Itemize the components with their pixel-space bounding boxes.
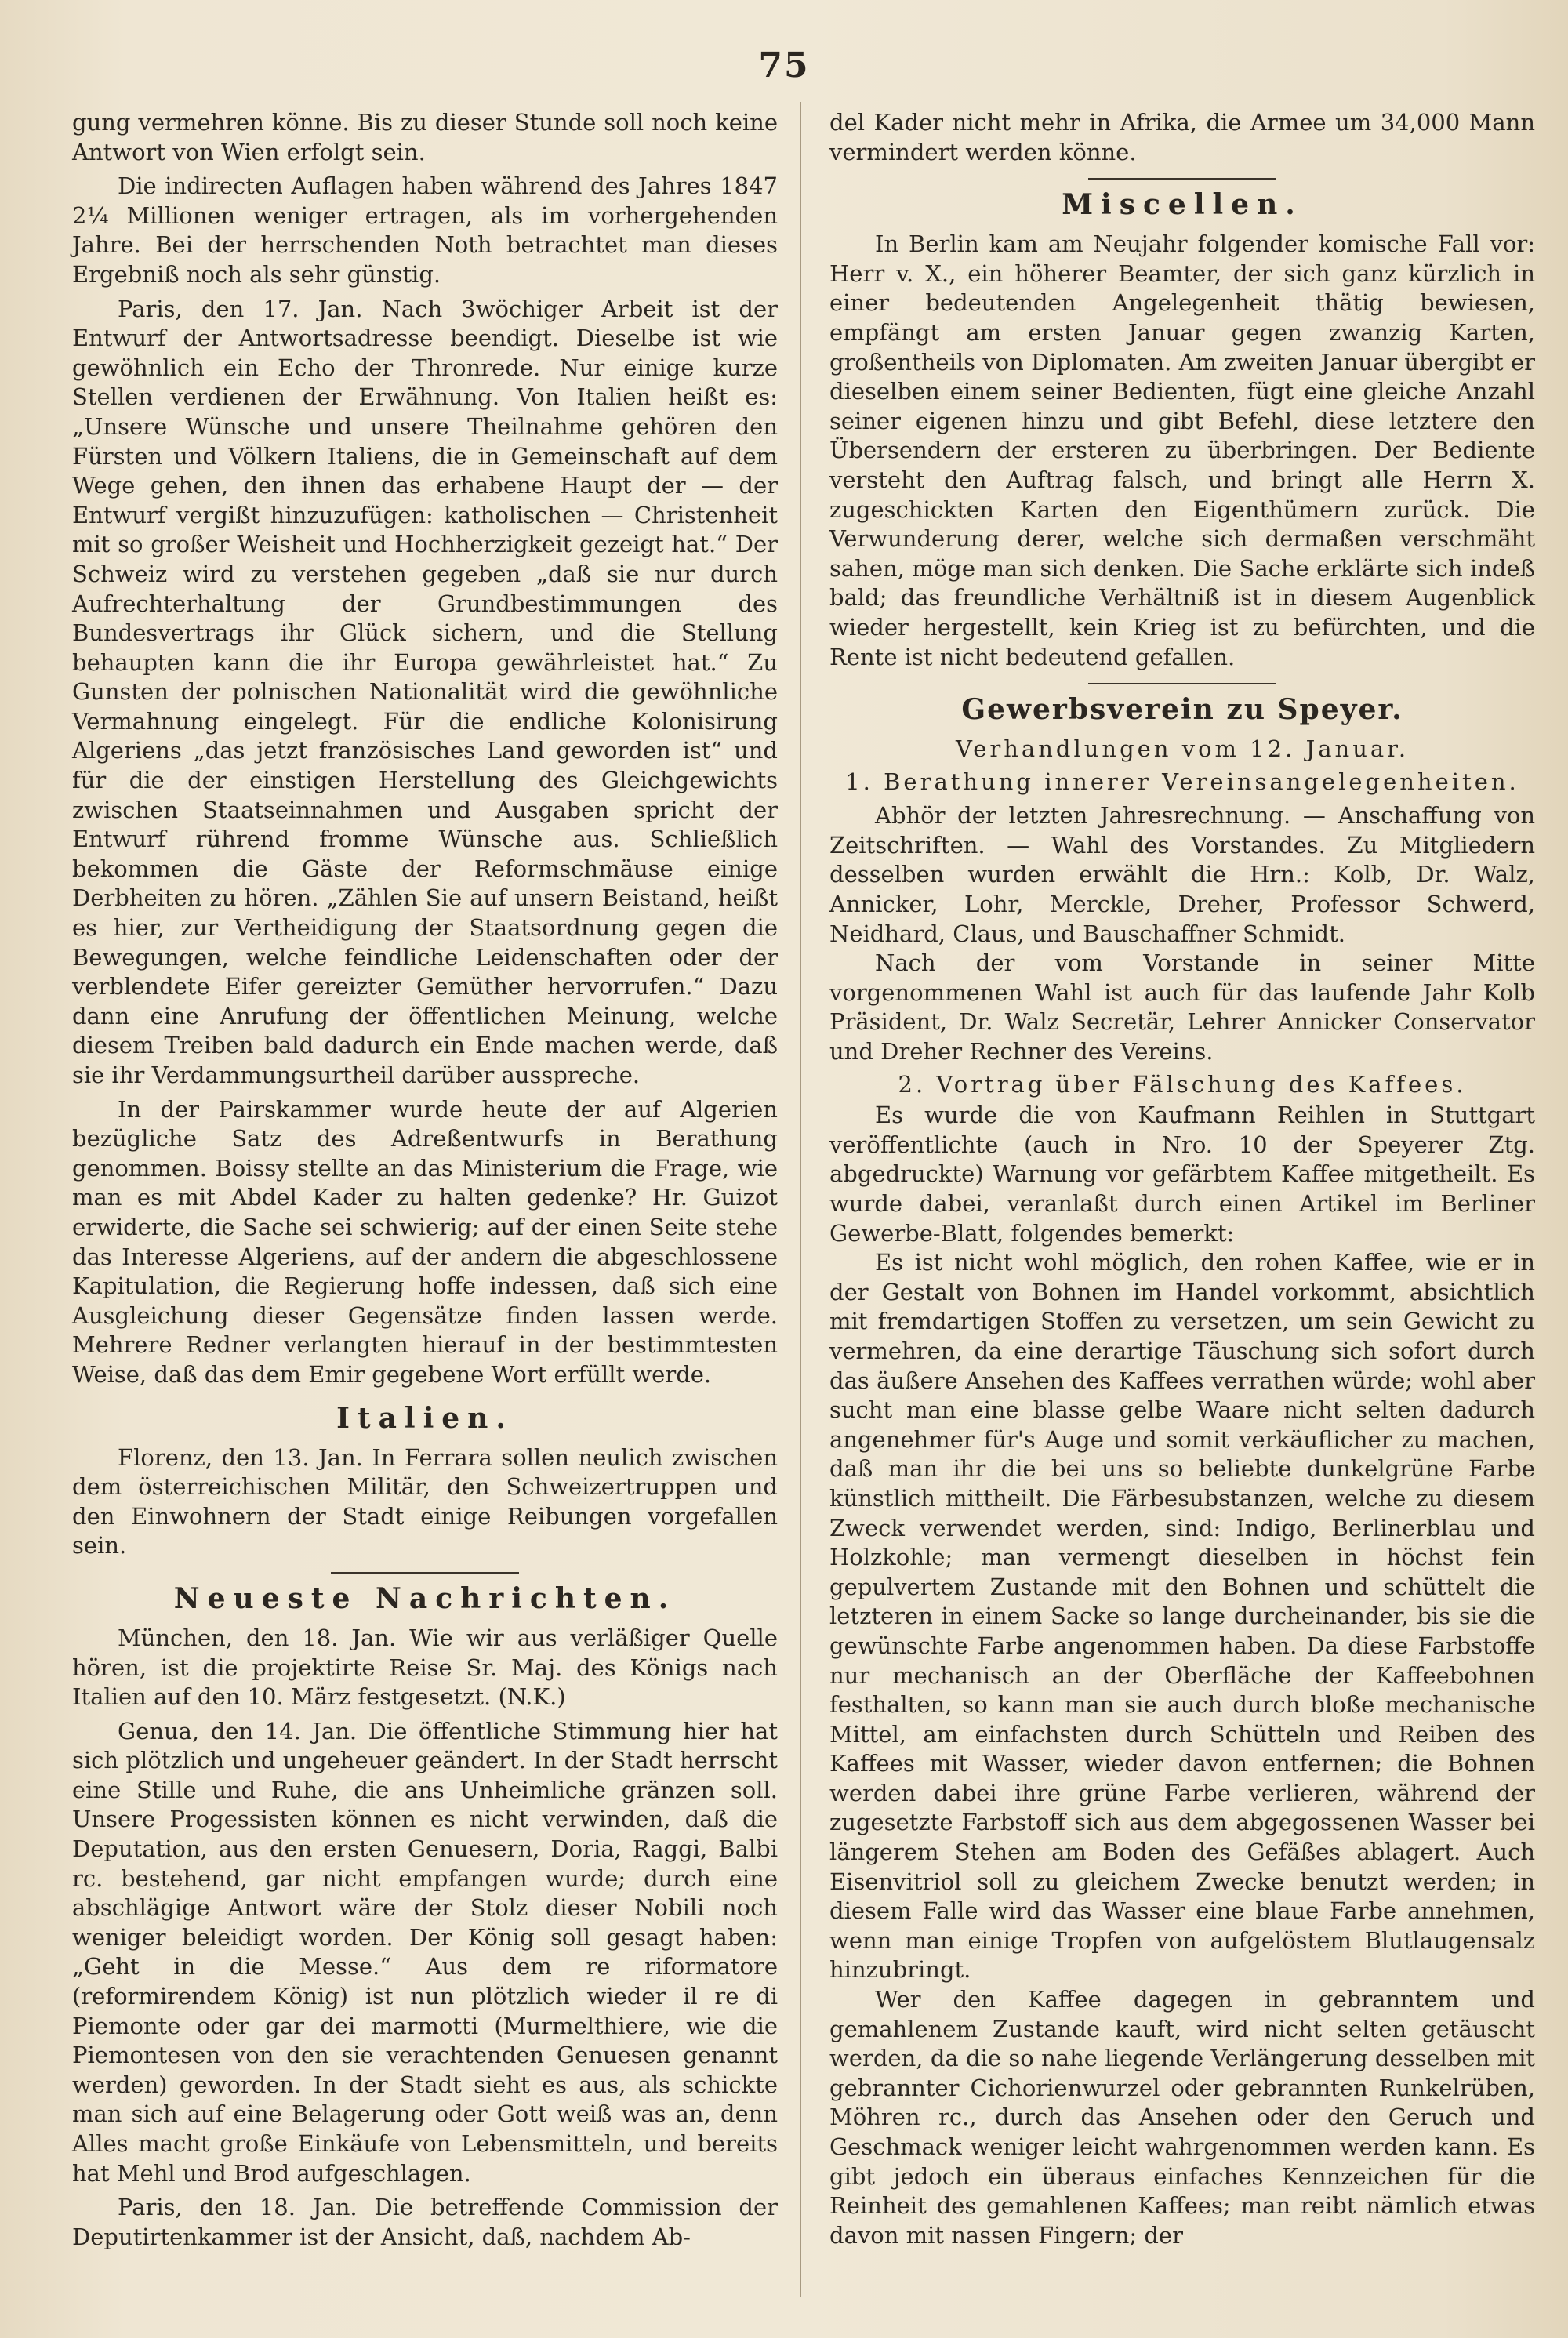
article-text: Es wurde die von Kaufmann Reihlen in Stuttgart veröffentlichte (auch in Nro. 10 der Speyerer Ztg. abgedruckte) Warnung vor gefärbtem Kaffee mitgetheilt. Es wurde dabei, veranlaßt durch einen Artikel im Berliner Gewerbe-Blatt, folgendes bemerkt: [829,1102,1535,1247]
section-heading-italien: Italien. [336,1401,514,1435]
left-column [72,108,778,2252]
subheading-verhandlungen: Verhandlungen vom 12. Januar. [955,735,1410,763]
article-text: Nach der vom Vorstande in seiner Mitte vorgenommenen Wahl ist auch für das laufende Jahr Kolb Präsident, Dr. Walz Secretär, Lehrer Annicker Conservator und Dreher Rechner des Vereins. [829,949,1535,1066]
article-text: Paris, den 18. Jan. Die betreffende Commission der Deputirtenkammer ist der Ansicht, daß, nachdem Ab- [72,2194,778,2250]
article-text: In Berlin kam am Neujahr folgender komische Fall vor: Herr v. X., ein höherer Beamter, der sich ganz kürzlich in einer bedeutenden Angelegenheit thätig bewiesen, empfängt am ersten Januar gegen zwanzig Karten, großentheils von Diplomaten. Am zweiten Januar übergibt er dieselben einem seiner Bedienten, fügt eine gleiche Anzahl seiner eigenen hinzu und gibt Befehl, diese letztere den Übersendern der ersteren zu überbringen. Der Bediente versteht den Auftrag falsch, und bringt alle Herrn X. zugeschickten Karten den Eigenthümern zurück. Die Verwunderung derer, welche sich dermaßen verschmäht sahen, möge man sich denken. Die Sache erklärte sich indeß bald; das freundliche Verhältniß ist in diesem Augenblick wieder hergestellt, kein Krieg ist zu befürchten, und die Rente ist nicht bedeutend gefallen. [829,231,1535,670]
article-text: Abhör der letzten Jahresrechnung. — Anschaffung von Zeitschriften. — Wahl des Vorstandes. Zu Mitgliedern desselben wurden erwählt die Hrn.: Kolb, Dr. Walz, Annicker, Lohr, Merckle, Dreher, Professor Schwerd, Neidhard, Claus, und Bauschaffner Schmidt. [829,802,1535,947]
section-heading-gewerbsverein: Gewerbsverein zu Speyer. [961,693,1403,727]
article-text: Florenz, den 13. Jan. In Ferrara sollen neulich zwischen dem österreichischen Militär, den Schweizertruppen und den Einwohnern der Stadt einige Reibungen vorgefallen sein. [72,1443,778,1559]
column-divider [800,102,801,2297]
article-text: München, den 18. Jan. Wie wir aus verläßiger Quelle hören, ist die projektirte Reise Sr. Maj. des Königs nach Italien auf den 10. März festgesetzt. (N.K.) [72,1624,778,1711]
right-column [829,108,1535,2250]
article-text: Paris, den 17. Jan. Nach 3wöchiger Arbeit ist der Entwurf der Antwortsadresse beendigt. Dieselbe ist wie gewöhnlich ein Echo der Thronrede. Nur einige kurze Stellen verdienen der Erwähnung. Von Italien heißt es: „Unsere Wünsche und unsere Theilnahme gehören den Fürsten und Völkern Italiens, die in Gemeinschaft auf dem Wege gehen, den ihnen das erhabene Haupt der — der Entwurf vergißt hinzuzufügen: katholischen — Christenheit mit so großer Weisheit und Hochherzigkeit gezeigt hat.“ Der Schweiz wird zu verstehen gegeben „daß sie nur durch Aufrechterhaltung der Grundbestimmungen des Bundesvertrags ihr Glück sichern, und die Stellung behaupten kann die ihr Europa gewährleistet hat.“ Zu Gunsten der polnischen Nationalität wird die gewöhnliche Vermahnung eingelegt. Für die endliche Kolonisirung Algeriens „das jetzt französisches Land geworden ist“ und für die der einstigen Herstellung des Gleichgewichts zwischen Staatseinnahmen und Ausgaben spricht der Entwurf rührend fromme Wünsche aus. Schließlich bekommen die Gäste der Reformschmäuse einige Derbheiten zu hören. „Zählen Sie auf unsern Beistand, heißt es hier, zur Vertheidigung der Staatsordnung gegen die Bewegungen, welche feindliche Leidenschaften oder der verblendete Eifer gereizter Gemüther hervorrufen.“ Dazu dann eine Anrufung der öffentlichen Meinung, welche diesem Treiben bald dadurch ein Ende machen werde, daß sie ihr Verdammungsurtheil darüber ausspreche. [72,295,778,1088]
section-heading-neueste-nachrichten: Neueste Nachrichten. [173,1581,677,1615]
subheading-berathung: 1. Berathung innerer Vereinsangelegenheiten. [845,768,1519,795]
section-heading-miscellen: Miscellen. [1062,188,1303,222]
article-text: Es ist nicht wohl möglich, den rohen Kaffee, wie er in der Gestalt von Bohnen im Handel vorkommt, absichtlich mit fremdartigen Stoffen zu versetzen, um sein Gewicht zu vermehren, da eine derartige Täuschung sich sofort durch das äußere Ansehen des Kaffees verrathen würde; wohl aber sucht man eine blasse gelbe Waare nicht selten dadurch angenehmer für's Auge und somit verkäuflicher zu machen, daß man ihr die bei uns so beliebte dunkelgrüne Farbe künstlich mittheilt. Die Färbesubstanzen, welche zu diesem Zweck verwendet werden, sind: Indigo, Berlinerblau und Holzkohle; man vermengt dieselben in höchst fein gepulvertem Zustande mit den Bohnen und schüttelt die letzteren in einem Sacke so lange durcheinander, bis sie die gewünschte Farbe angenommen haben. Da diese Farbstoffe nur mechanisch an der Oberfläche der Kaffeebohnen festhalten, so kann man sie auch durch bloße mechanische Mittel, am einfachsten durch Schütteln und Reiben des Kaffees mit Wasser, wieder davon entfernen; die Bohnen werden dabei ihre grüne Farbe verlieren, während der zugesetzte Farbstoff sich aus dem abgegossenen Wasser bei längerem Stehen am Boden des Gefäßes ablagert. Auch Eisenvitriol soll zu gleichem Zwecke benutzt werden; in diesem Falle wird das Wasser eine blaue Farbe annehmen, wenn man einige Tropfen von aufgelöstem Blutlaugensalz hinzubringt. [829,1249,1535,1984]
section-divider [1088,683,1276,684]
article-text: del Kader nicht mehr in Afrika, die Armee um 34,000 Mann vermindert werden könne. [829,109,1535,165]
article-text: Wer den Kaffee dagegen in gebranntem und gemahlenem Zustande kauft, wird nicht selten getäuscht werden, da die so nahe liegende Verlängerung desselben mit gebrannter Cichorienwurzel oder gebrannten Runkelrüben, Möhren rc., durch das Ansehen oder den Geruch und Geschmack weniger leicht wahrgenommen werden kann. Es gibt jedoch ein überaus einfaches Kennzeichen für die Reinheit des gemahlenen Kaffees; man reibt nämlich etwas davon mit nassen Fingern; der [829,1986,1535,2249]
page-number: 75 [758,45,810,85]
section-divider [331,1572,519,1574]
subheading-vortrag: 2. Vortrag über Fälschung des Kaffees. [898,1070,1467,1098]
article-text: In der Pairskammer wurde heute der auf Algerien bezügliche Satz des Adreßentwurfs in Berathung genommen. Boissy stellte an das Ministerium die Frage, wie man es mit Abdel Kader zu halten gedenke? Hr. Guizot erwiderte, die Sache sei schwierig; auf der einen Seite stehe das Interesse Algeriens, auf der andern die abgeschlossene Kapitulation, die Regierung hoffe indessen, daß sich eine Ausgleichung dieser Gegensätze finden lassen werde. Mehrere Redner verlangten hierauf in der bestimmtesten Weise, daß das dem Emir gegebene Wort erfüllt werde. [72,1095,778,1388]
article-text: Die indirecten Auflagen haben während des Jahres 1847 2¼ Millionen weniger ertragen, als im vorhergehenden Jahre. Bei der herrschenden Noth betrachtet man dieses Ergebniß noch als sehr günstig. [72,172,778,288]
article-text: gung vermehren könne. Bis zu dieser Stunde soll noch keine Antwort von Wien erfolgt sein. [72,109,778,165]
section-divider [1088,178,1276,180]
article-text: Genua, den 14. Jan. Die öffentliche Stimmung hier hat sich plötzlich und ungeheuer geändert. In der Stadt herrscht eine Stille und Ruhe, die ans Unheimliche gränzen soll. Unsere Progessisten können es nicht verwinden, daß die Deputation, aus den ersten Genuesern, Doria, Raggi, Balbi rc. bestehend, gar nicht empfangen wurde; durch eine abschlägige Antwort wäre der Stolz dieser Nobili noch weniger beleidigt worden. Der König soll gesagt haben: „Geht in die Messe.“ Aus dem re riformatore (reformirendem König) ist nun plötzlich wieder il re di Piemonte oder gar dei marmotti (Murmelthiere, wie die Piemontesen von den sie verachtenden Genuesen genannt werden) geworden. In der Stadt sieht es aus, als schickte man sich auf eine Belagerung oder Gott weiß was an, denn Alles macht große Einkäufe von Lebensmitteln, und bereits hat Mehl und Brod aufgeschlagen. [72,1717,778,2187]
